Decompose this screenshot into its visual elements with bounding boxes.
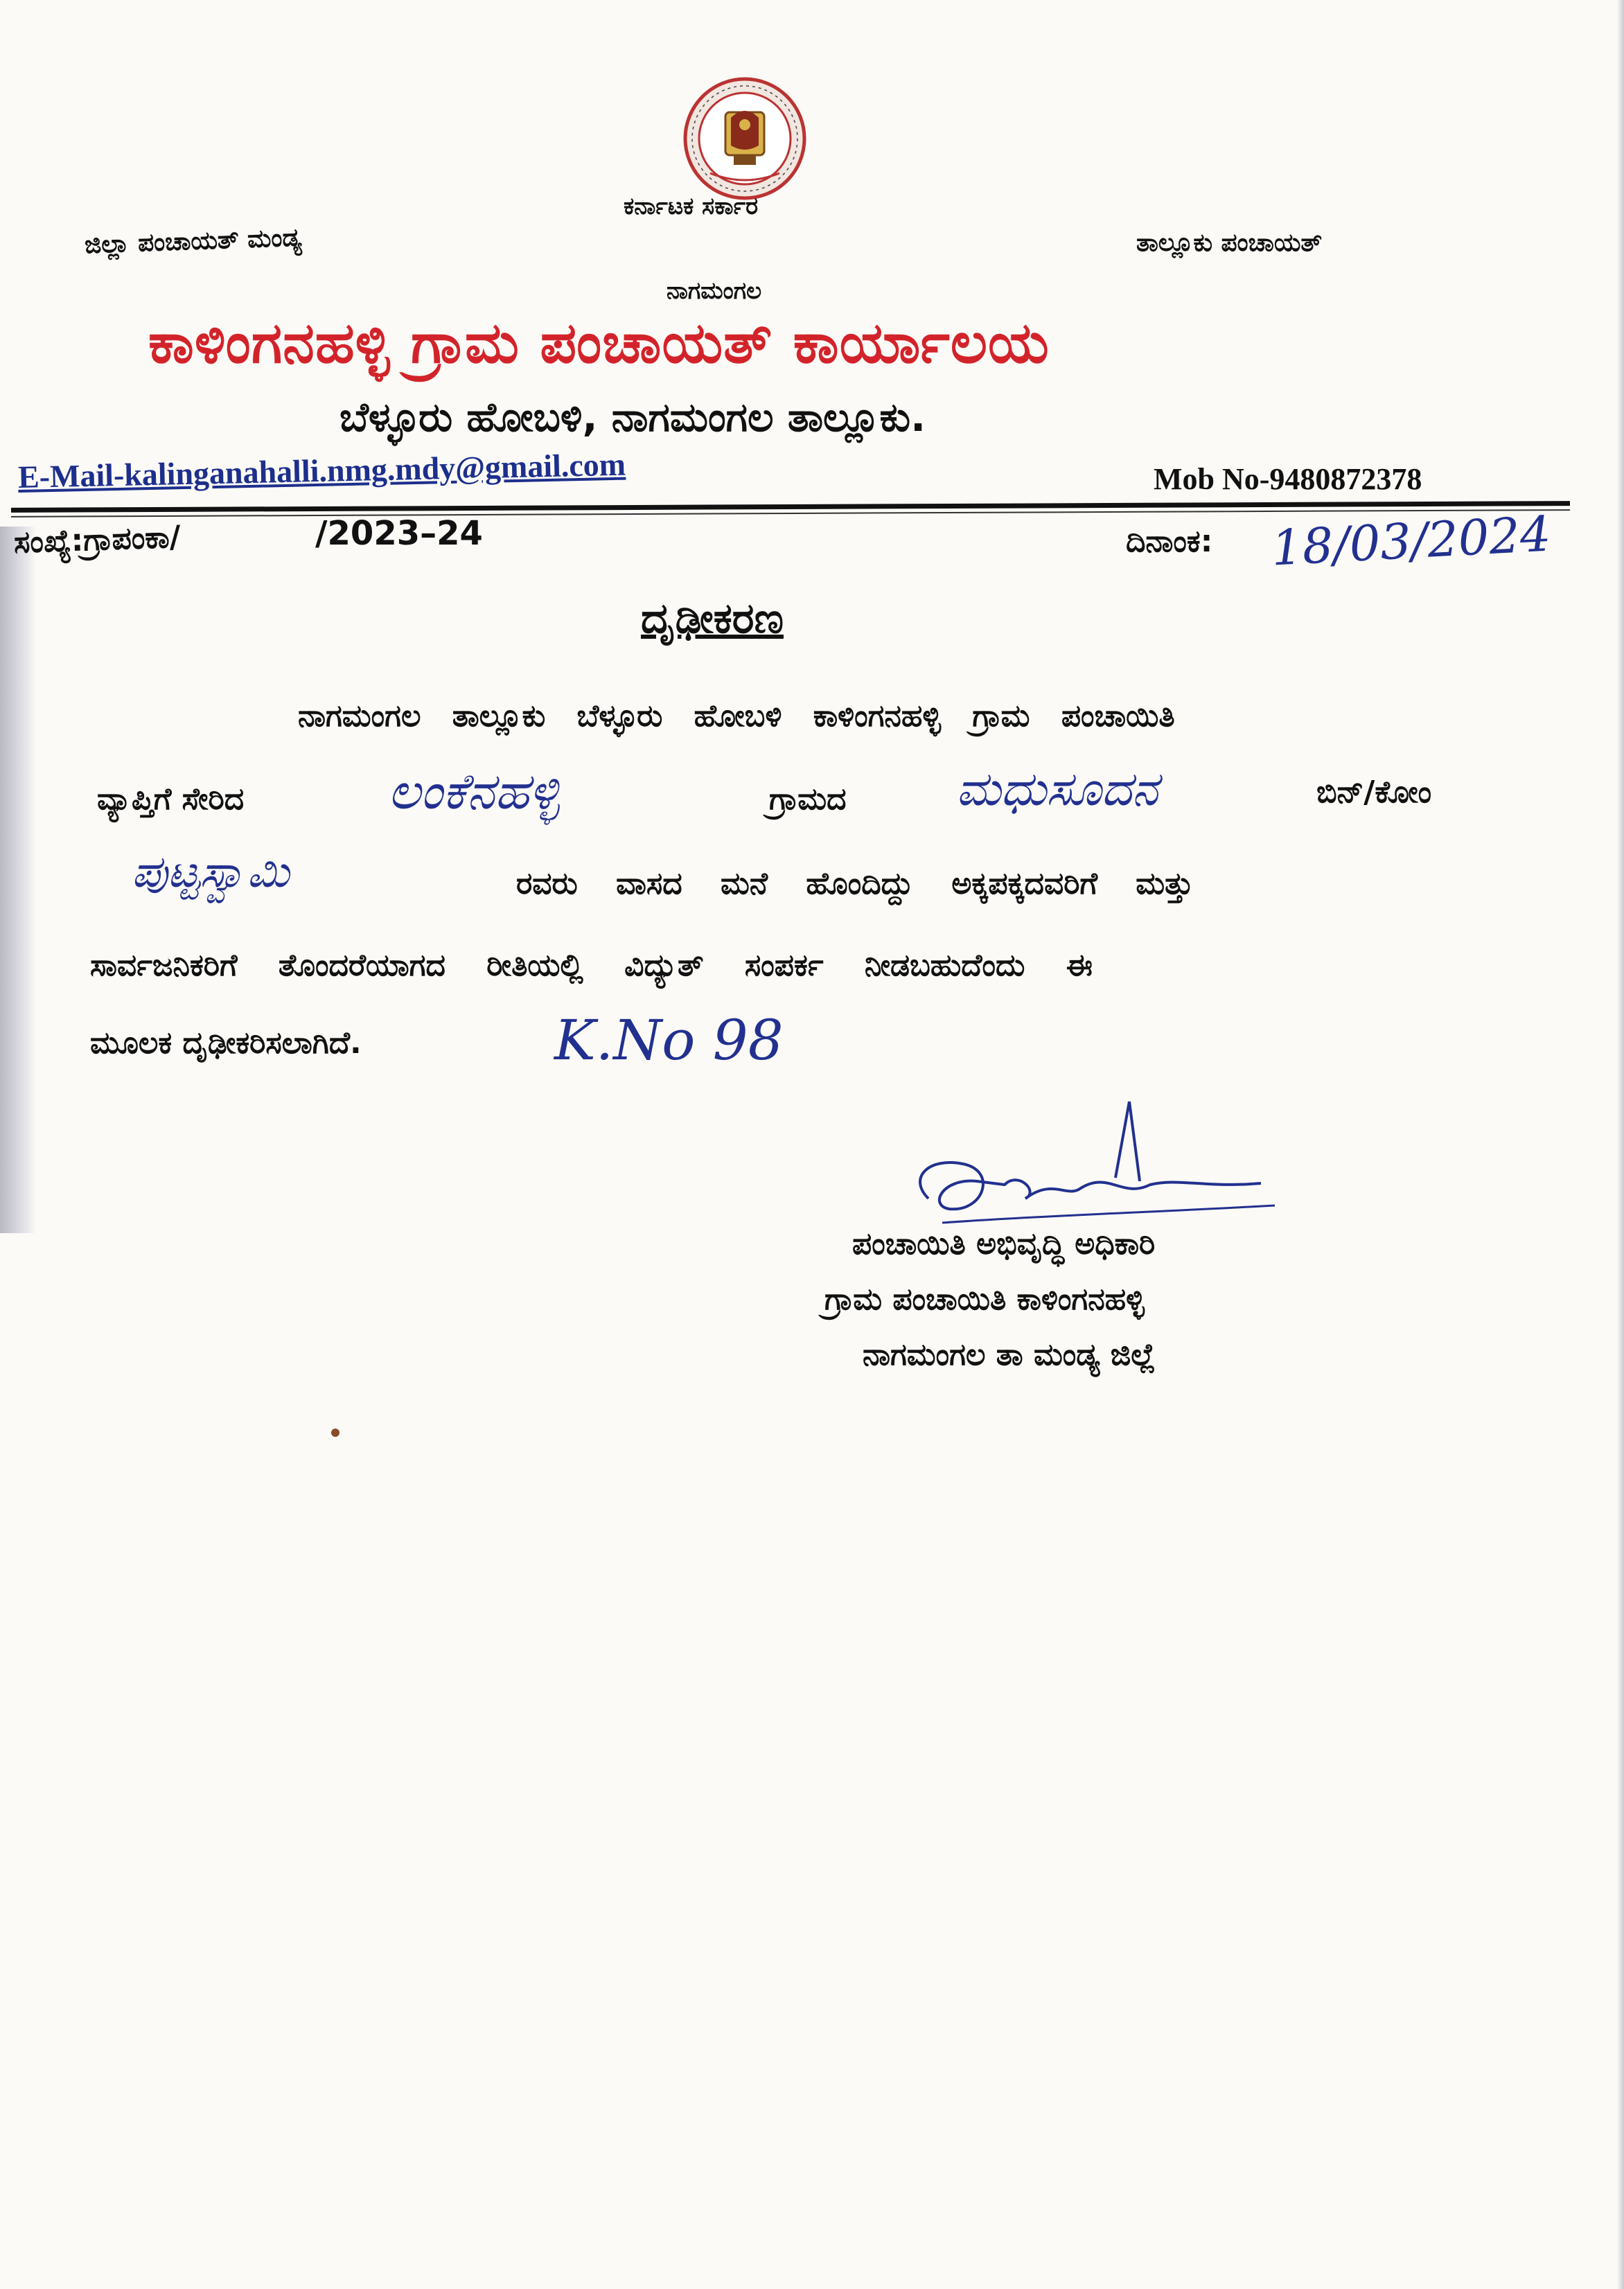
mobile-number: Mob No-9480872378 xyxy=(1154,462,1422,496)
date-label: ದಿನಾಂಕ: xyxy=(1126,524,1213,559)
government-label: ಕರ್ನಾಟಕ ಸರ್ಕಾರ xyxy=(624,193,759,220)
body-bin-kom: ಬಿನ್/ಕೋಂ xyxy=(1316,775,1432,810)
body-line-5: ಮೂಲಕ ದೃಢೀಕರಿಸಲಾಗಿದೆ. xyxy=(90,1025,362,1061)
body-line-4: ಸಾರ್ವಜನಿಕರಿಗೆ ತೊಂದರೆಯಾಗದ ರೀತಿಯಲ್ಲಿ ವಿದ್ಯುತ್ ಸಂಪರ್ಕ ನೀಡಬಹುದೆಂದು ಈ xyxy=(90,948,1093,983)
body-line-1: ನಾಗಮಂಗಲ ತಾಲ್ಲೂಕು ಬೆಳ್ಳೂರು ಹೋಬಳಿ ಕಾಳಿಂಗನಹಳ್ಳಿ ಗ್ರಾಮ ಪಂಚಾಯಿತಿ xyxy=(298,698,1175,734)
page-edge xyxy=(1617,0,1624,2289)
reference-number-label: ಸಂಖ್ಯೆ:ಗ್ರಾಪಂಕಾ/ xyxy=(13,519,182,560)
certificate-title: ದೃಢೀಕರಣ xyxy=(641,594,784,643)
hobli-line: ಬೆಳ್ಳೂರು ಹೋಬಳಿ, ನಾಗಮಂಗಲ ತಾಲ್ಲೂಕು. xyxy=(339,394,926,441)
body-gramada: ಗ್ರಾಮದ xyxy=(769,781,847,817)
paper-speck xyxy=(331,1429,339,1437)
office-name: ಕಾಳಿಂಗನಹಳ್ಳಿ ಗ್ರಾಮ ಪಂಚಾಯತ್ ಕಾರ್ಯಾಲಯ xyxy=(148,310,1050,376)
signatory-location: ನಾಗಮಂಗಲ ತಾ ಮಂಡ್ಯ ಜಿಲ್ಲೆ xyxy=(863,1337,1156,1372)
email-address: E-Mail-kalinganahalli.nmg.mdy@gmail.com xyxy=(17,446,626,495)
signatory-office: ಗ್ರಾಮ ಪಂಚಾಯಿತಿ ಕಾಳಿಂಗನಹಳ್ಳಿ xyxy=(824,1282,1145,1317)
page-shadow xyxy=(0,527,36,1233)
town-label: ನಾಗಮಂಗಲ xyxy=(667,277,762,305)
taluk-panchayat-label: ತಾಲ್ಲೂಕು ಪಂಚಾಯತ್ xyxy=(1136,229,1323,257)
signature-icon xyxy=(901,1095,1289,1233)
handwritten-father-name: ಪುಟ್ಟಸ್ವಾಮಿ xyxy=(132,847,290,898)
zilla-panchayat-label: ಜಿಲ್ಲಾ ಪಂಚಾಯತ್ ಮಂಡ್ಯ xyxy=(84,223,302,260)
date-value: 18/03/2024 xyxy=(1270,505,1553,577)
handwritten-name: ಮಧುಸೂದನ xyxy=(956,762,1158,817)
handwritten-khata-number: K.No 98 xyxy=(554,1008,784,1072)
signatory-designation: ಪಂಚಾಯಿತಿ ಅಭಿವೃದ್ಧಿ ಅಧಿಕಾರಿ xyxy=(852,1226,1156,1262)
reference-year: /2023–24 xyxy=(315,514,483,553)
body-vyapti: ವ್ಯಾಪ್ತಿಗೆ ಸೇರಿದ xyxy=(97,781,245,817)
body-line-3: ರವರು ವಾಸದ ಮನೆ ಹೊಂದಿದ್ದು ಅಕ್ಕಪಕ್ಕದವರಿಗೆ ಮತ್ತು xyxy=(516,866,1194,901)
handwritten-village: ಲಂಕೆನಹಳ್ಳಿ xyxy=(388,762,560,820)
karnataka-emblem-icon xyxy=(682,76,807,201)
